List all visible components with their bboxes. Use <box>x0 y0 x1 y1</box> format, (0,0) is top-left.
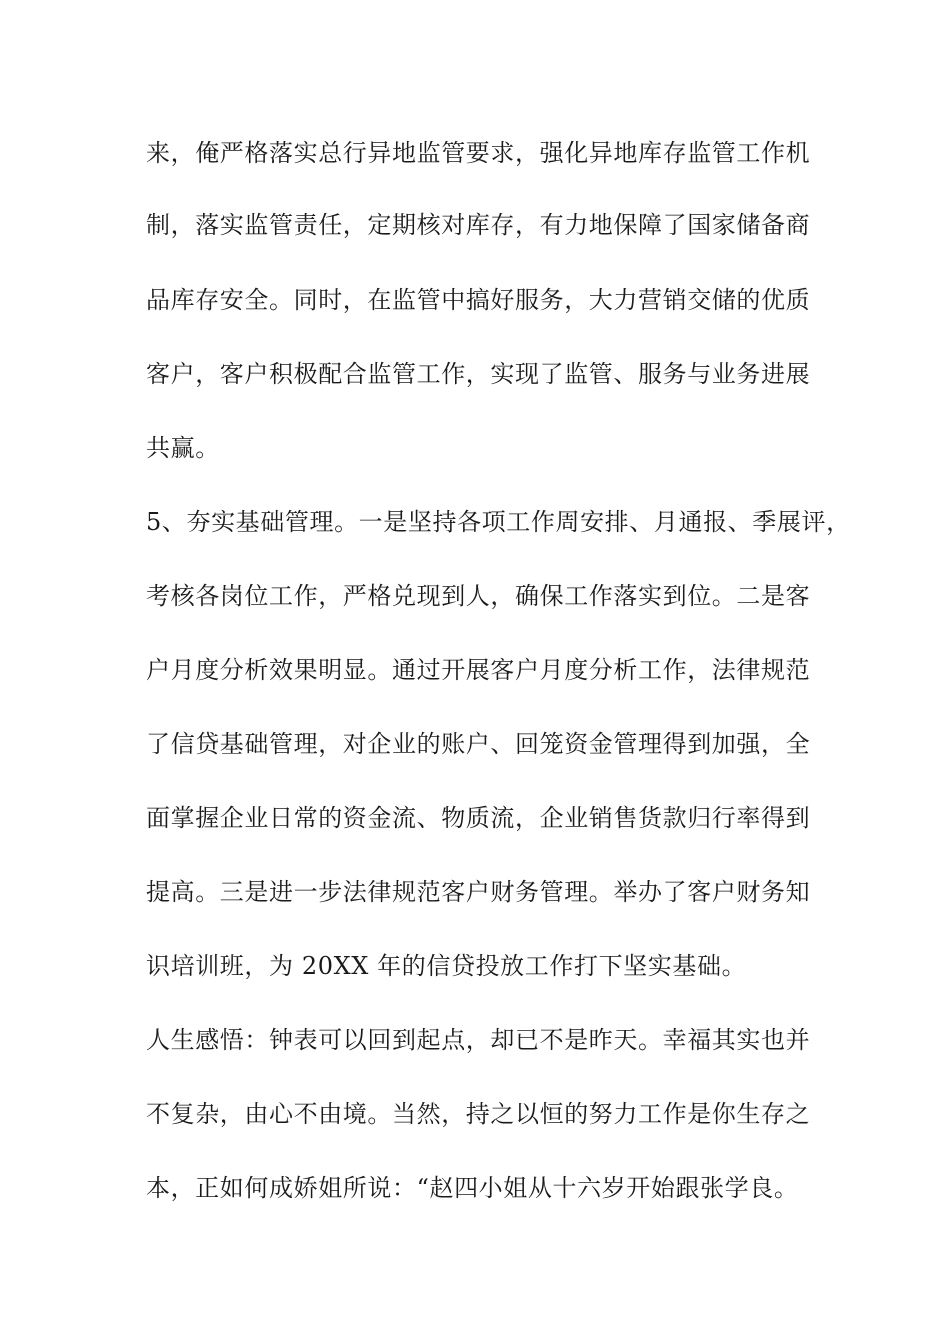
text-line: 不复杂，由心不由境。当然，持之以恒的努力工作是你生存之 <box>146 1100 811 1128</box>
text-line: 户月度分析效果明显。通过开展客户月度分析工作，法律规范 <box>146 656 811 684</box>
text-line: 来，俺严格落实总行异地监管要求，强化异地库存监管工作机 <box>146 139 811 167</box>
text-line: 识培训班，为 20XX 年的信贷投放工作打下坚实基础。 <box>146 952 747 980</box>
text-line: 客户，客户积极配合监管工作，实现了监管、服务与业务进展 <box>146 360 811 388</box>
text-line: 本，正如何成娇姐所说：“赵四小姐从十六岁开始跟张学良。 <box>146 1174 799 1202</box>
text-line: 人生感悟：钟表可以回到起点，却已不是昨天。幸福其实也并 <box>146 1026 811 1054</box>
text-line: 面掌握企业日常的资金流、物质流，企业销售货款归行率得到 <box>146 804 811 832</box>
text-line: 了信贷基础管理，对企业的账户、回笼资金管理得到加强，全 <box>146 730 811 758</box>
text-line: 品库存安全。同时，在监管中搞好服务，大力营销交储的优质 <box>146 286 811 314</box>
text-line: 考核各岗位工作，严格兑现到人，确保工作落实到位。二是客 <box>146 582 811 610</box>
text-line: 提高。三是进一步法律规范客户财务管理。举办了客户财务知 <box>146 878 811 906</box>
paragraph-heading: 5、夯实基础管理。一是坚持各项工作周安排、月通报、季展评， <box>146 508 851 536</box>
text-line: 制，落实监管责任，定期核对库存，有力地保障了国家储备商 <box>146 211 811 239</box>
text-line: 共赢。 <box>146 434 220 462</box>
